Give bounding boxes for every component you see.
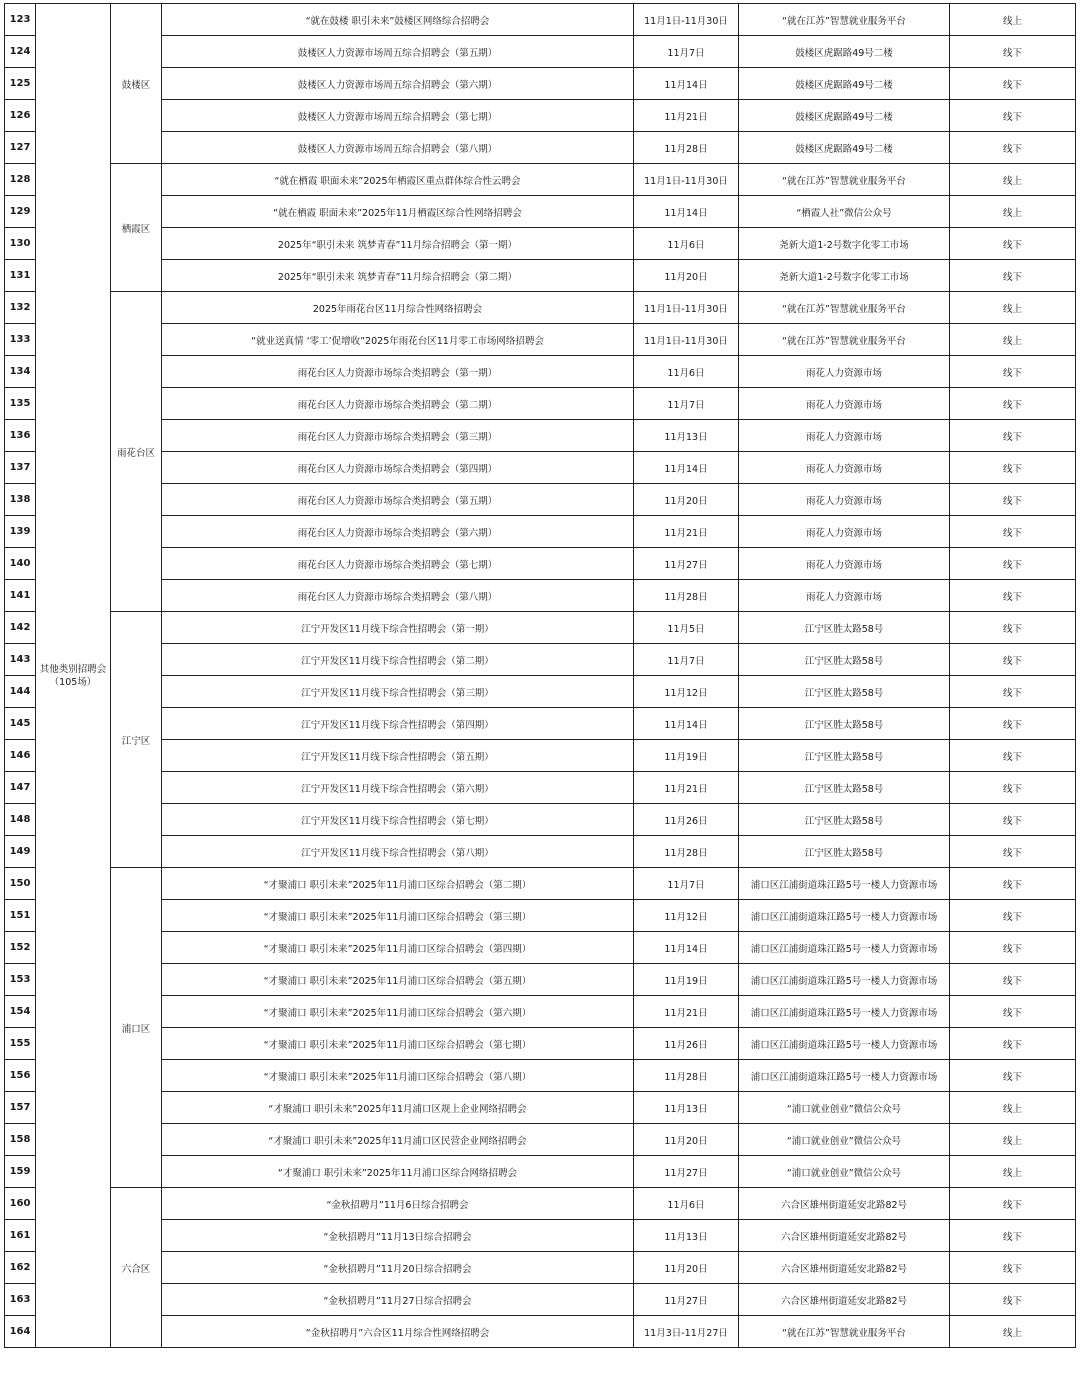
event-mode: 线下 xyxy=(950,100,1076,132)
event-title: “才聚浦口 职引未来”2025年11月浦口区综合招聘会（第三期） xyxy=(162,900,634,932)
event-venue: 雨花人力资源市场 xyxy=(739,388,950,420)
table-row xyxy=(5,1028,1076,1060)
table-row xyxy=(5,1060,1076,1092)
event-title: 雨花台区人力资源市场综合类招聘会（第八期） xyxy=(162,580,634,612)
table-row xyxy=(5,1092,1076,1124)
event-title: “金秋招聘月”11月20日综合招聘会 xyxy=(162,1252,634,1284)
table-row xyxy=(5,228,1076,260)
event-venue: 江宁区胜太路58号 xyxy=(739,676,950,708)
row-number: 136 xyxy=(5,420,36,452)
row-number: 143 xyxy=(5,644,36,676)
event-mode: 线下 xyxy=(950,484,1076,516)
table-row xyxy=(5,356,1076,388)
event-venue: 江宁区胜太路58号 xyxy=(739,612,950,644)
row-number: 140 xyxy=(5,548,36,580)
event-date: 11月19日 xyxy=(634,964,739,996)
event-title: 江宁开发区11月线下综合性招聘会（第六期） xyxy=(162,772,634,804)
row-number: 132 xyxy=(5,292,36,324)
row-number: 145 xyxy=(5,708,36,740)
row-number: 141 xyxy=(5,580,36,612)
event-title: 江宁开发区11月线下综合性招聘会（第二期） xyxy=(162,644,634,676)
event-title: “就业送真情 ‘零工’促增收”2025年雨花台区11月零工市场网络招聘会 xyxy=(162,324,634,356)
event-date: 11月28日 xyxy=(634,132,739,164)
event-title: “才聚浦口 职引未来”2025年11月浦口区综合招聘会（第八期） xyxy=(162,1060,634,1092)
row-number: 161 xyxy=(5,1220,36,1252)
row-number: 156 xyxy=(5,1060,36,1092)
event-venue: “就在江苏”智慧就业服务平台 xyxy=(739,292,950,324)
event-date: 11月21日 xyxy=(634,100,739,132)
event-date: 11月14日 xyxy=(634,452,739,484)
event-date: 11月13日 xyxy=(634,1092,739,1124)
event-mode: 线下 xyxy=(950,644,1076,676)
event-date: 11月14日 xyxy=(634,68,739,100)
event-date: 11月3日-11月27日 xyxy=(634,1316,739,1348)
table-row xyxy=(5,1220,1076,1252)
event-date: 11月27日 xyxy=(634,1284,739,1316)
event-mode: 线下 xyxy=(950,1060,1076,1092)
event-title: 雨花台区人力资源市场综合类招聘会（第三期） xyxy=(162,420,634,452)
event-date: 11月28日 xyxy=(634,836,739,868)
table-row xyxy=(5,36,1076,68)
event-date: 11月13日 xyxy=(634,420,739,452)
row-number: 123 xyxy=(5,4,36,36)
row-number: 125 xyxy=(5,68,36,100)
event-date: 11月1日-11月30日 xyxy=(634,324,739,356)
event-date: 11月20日 xyxy=(634,260,739,292)
table-row xyxy=(5,260,1076,292)
row-number: 148 xyxy=(5,804,36,836)
table-row xyxy=(5,1316,1076,1348)
event-venue: 雨花人力资源市场 xyxy=(739,452,950,484)
event-mode: 线下 xyxy=(950,740,1076,772)
event-mode: 线下 xyxy=(950,836,1076,868)
event-title: “就在栖霞 职面未来”2025年栖霞区重点群体综合性云聘会 xyxy=(162,164,634,196)
event-date: 11月1日-11月30日 xyxy=(634,292,739,324)
row-number: 127 xyxy=(5,132,36,164)
district-cell: 雨花台区 xyxy=(111,292,162,612)
event-venue: “浦口就业创业”微信公众号 xyxy=(739,1092,950,1124)
row-number: 158 xyxy=(5,1124,36,1156)
row-number: 129 xyxy=(5,196,36,228)
category-count: （105场） xyxy=(49,676,97,688)
event-mode: 线下 xyxy=(950,228,1076,260)
event-mode: 线下 xyxy=(950,420,1076,452)
event-title: “才聚浦口 职引未来”2025年11月浦口区综合招聘会（第四期） xyxy=(162,932,634,964)
event-venue: “就在江苏”智慧就业服务平台 xyxy=(739,324,950,356)
event-title: “才聚浦口 职引未来”2025年11月浦口区综合招聘会（第二期） xyxy=(162,868,634,900)
event-title: 鼓楼区人力资源市场周五综合招聘会（第五期） xyxy=(162,36,634,68)
event-venue: 六合区雄州街道延安北路82号 xyxy=(739,1220,950,1252)
event-date: 11月6日 xyxy=(634,228,739,260)
event-date: 11月26日 xyxy=(634,804,739,836)
event-venue: 雨花人力资源市场 xyxy=(739,420,950,452)
event-title: “金秋招聘月”11月6日综合招聘会 xyxy=(162,1188,634,1220)
table-row xyxy=(5,580,1076,612)
event-title: 江宁开发区11月线下综合性招聘会（第五期） xyxy=(162,740,634,772)
event-date: 11月20日 xyxy=(634,484,739,516)
event-title: “才聚浦口 职引未来”2025年11月浦口区综合网络招聘会 xyxy=(162,1156,634,1188)
table-row xyxy=(5,132,1076,164)
event-mode: 线下 xyxy=(950,996,1076,1028)
event-title: 鼓楼区人力资源市场周五综合招聘会（第七期） xyxy=(162,100,634,132)
table-row xyxy=(5,772,1076,804)
event-venue: 尧新大道1-2号数字化零工市场 xyxy=(739,228,950,260)
row-number: 138 xyxy=(5,484,36,516)
event-date: 11月14日 xyxy=(634,932,739,964)
event-title: 2025年雨花台区11月综合性网络招聘会 xyxy=(162,292,634,324)
table-row xyxy=(5,388,1076,420)
table-row xyxy=(5,1284,1076,1316)
row-number: 134 xyxy=(5,356,36,388)
row-number: 139 xyxy=(5,516,36,548)
event-venue: 江宁区胜太路58号 xyxy=(739,772,950,804)
event-venue: “浦口就业创业”微信公众号 xyxy=(739,1156,950,1188)
row-number: 155 xyxy=(5,1028,36,1060)
table-row xyxy=(5,1188,1076,1220)
event-mode: 线下 xyxy=(950,1252,1076,1284)
table-row xyxy=(5,804,1076,836)
table-row xyxy=(5,516,1076,548)
row-number: 128 xyxy=(5,164,36,196)
event-mode: 线下 xyxy=(950,548,1076,580)
table-row xyxy=(5,4,1076,36)
event-title: 鼓楼区人力资源市场周五综合招聘会（第六期） xyxy=(162,68,634,100)
event-date: 11月21日 xyxy=(634,996,739,1028)
event-mode: 线上 xyxy=(950,164,1076,196)
table-row xyxy=(5,676,1076,708)
event-title: 2025年“职引未来 筑梦青春”11月综合招聘会（第二期） xyxy=(162,260,634,292)
district-cell: 栖霞区 xyxy=(111,164,162,292)
event-date: 11月21日 xyxy=(634,772,739,804)
category-cell xyxy=(36,4,111,1348)
event-venue: 江宁区胜太路58号 xyxy=(739,708,950,740)
event-title: 2025年“职引未来 筑梦青春”11月综合招聘会（第一期） xyxy=(162,228,634,260)
event-title: 雨花台区人力资源市场综合类招聘会（第一期） xyxy=(162,356,634,388)
job-fair-table xyxy=(4,3,1076,1348)
event-date: 11月14日 xyxy=(634,196,739,228)
district-cell: 鼓楼区 xyxy=(111,4,162,164)
event-title: 江宁开发区11月线下综合性招聘会（第七期） xyxy=(162,804,634,836)
event-venue: 鼓楼区虎踞路49号二楼 xyxy=(739,36,950,68)
event-date: 11月19日 xyxy=(634,740,739,772)
row-number: 144 xyxy=(5,676,36,708)
event-date: 11月26日 xyxy=(634,1028,739,1060)
event-title: 鼓楼区人力资源市场周五综合招聘会（第八期） xyxy=(162,132,634,164)
table-row xyxy=(5,292,1076,324)
event-date: 11月12日 xyxy=(634,900,739,932)
row-number: 164 xyxy=(5,1316,36,1348)
event-title: “才聚浦口 职引未来”2025年11月浦口区综合招聘会（第五期） xyxy=(162,964,634,996)
event-title: “才聚浦口 职引未来”2025年11月浦口区综合招聘会（第六期） xyxy=(162,996,634,1028)
event-mode: 线下 xyxy=(950,36,1076,68)
event-mode: 线上 xyxy=(950,4,1076,36)
event-date: 11月7日 xyxy=(634,644,739,676)
event-venue: 江宁区胜太路58号 xyxy=(739,740,950,772)
event-date: 11月6日 xyxy=(634,1188,739,1220)
table-row xyxy=(5,100,1076,132)
event-date: 11月7日 xyxy=(634,36,739,68)
event-venue: 六合区雄州街道延安北路82号 xyxy=(739,1284,950,1316)
event-venue: 雨花人力资源市场 xyxy=(739,356,950,388)
row-number: 154 xyxy=(5,996,36,1028)
row-number: 137 xyxy=(5,452,36,484)
event-mode: 线上 xyxy=(950,1156,1076,1188)
table-row xyxy=(5,548,1076,580)
table-row xyxy=(5,612,1076,644)
event-mode: 线下 xyxy=(950,772,1076,804)
event-venue: 江宁区胜太路58号 xyxy=(739,804,950,836)
event-mode: 线下 xyxy=(950,612,1076,644)
event-title: 雨花台区人力资源市场综合类招聘会（第五期） xyxy=(162,484,634,516)
event-date: 11月20日 xyxy=(634,1252,739,1284)
event-title: “才聚浦口 职引未来”2025年11月浦口区民营企业网络招聘会 xyxy=(162,1124,634,1156)
event-title: 雨花台区人力资源市场综合类招聘会（第四期） xyxy=(162,452,634,484)
event-mode: 线下 xyxy=(950,356,1076,388)
event-venue: 六合区雄州街道延安北路82号 xyxy=(739,1252,950,1284)
event-mode: 线下 xyxy=(950,132,1076,164)
event-mode: 线下 xyxy=(950,964,1076,996)
event-date: 11月28日 xyxy=(634,1060,739,1092)
event-title: “金秋招聘月”六合区11月综合性网络招聘会 xyxy=(162,1316,634,1348)
event-venue: 六合区雄州街道延安北路82号 xyxy=(739,1188,950,1220)
event-date: 11月7日 xyxy=(634,388,739,420)
row-number: 146 xyxy=(5,740,36,772)
event-mode: 线下 xyxy=(950,260,1076,292)
row-number: 135 xyxy=(5,388,36,420)
event-venue: 浦口区江浦街道珠江路5号一楼人力资源市场 xyxy=(739,900,950,932)
event-title: 雨花台区人力资源市场综合类招聘会（第六期） xyxy=(162,516,634,548)
row-number: 162 xyxy=(5,1252,36,1284)
row-number: 147 xyxy=(5,772,36,804)
table-row xyxy=(5,1124,1076,1156)
event-date: 11月6日 xyxy=(634,356,739,388)
row-number: 133 xyxy=(5,324,36,356)
event-mode: 线下 xyxy=(950,1284,1076,1316)
event-mode: 线下 xyxy=(950,932,1076,964)
event-mode: 线上 xyxy=(950,324,1076,356)
row-number: 131 xyxy=(5,260,36,292)
table-row xyxy=(5,484,1076,516)
event-date: 11月27日 xyxy=(634,548,739,580)
event-venue: “栖霞人社”微信公众号 xyxy=(739,196,950,228)
event-mode: 线下 xyxy=(950,68,1076,100)
event-date: 11月14日 xyxy=(634,708,739,740)
event-mode: 线下 xyxy=(950,1220,1076,1252)
table-row xyxy=(5,836,1076,868)
event-venue: “浦口就业创业”微信公众号 xyxy=(739,1124,950,1156)
event-venue: 浦口区江浦街道珠江路5号一楼人力资源市场 xyxy=(739,1028,950,1060)
event-venue: “就在江苏”智慧就业服务平台 xyxy=(739,1316,950,1348)
event-venue: 浦口区江浦街道珠江路5号一楼人力资源市场 xyxy=(739,932,950,964)
table-row xyxy=(5,932,1076,964)
event-title: 江宁开发区11月线下综合性招聘会（第四期） xyxy=(162,708,634,740)
table-row xyxy=(5,964,1076,996)
event-title: “才聚浦口 职引未来”2025年11月浦口区规上企业网络招聘会 xyxy=(162,1092,634,1124)
table-row xyxy=(5,740,1076,772)
event-venue: 浦口区江浦街道珠江路5号一楼人力资源市场 xyxy=(739,1060,950,1092)
event-mode: 线上 xyxy=(950,1092,1076,1124)
event-venue: 浦口区江浦街道珠江路5号一楼人力资源市场 xyxy=(739,964,950,996)
row-number: 153 xyxy=(5,964,36,996)
table-body xyxy=(5,4,1076,1348)
category-name: 其他类别招聘会 xyxy=(39,663,107,675)
event-mode: 线下 xyxy=(950,708,1076,740)
event-date: 11月1日-11月30日 xyxy=(634,4,739,36)
table-row xyxy=(5,900,1076,932)
event-date: 11月27日 xyxy=(634,1156,739,1188)
event-mode: 线下 xyxy=(950,452,1076,484)
row-number: 160 xyxy=(5,1188,36,1220)
event-mode: 线下 xyxy=(950,868,1076,900)
event-venue: 鼓楼区虎踞路49号二楼 xyxy=(739,100,950,132)
event-mode: 线下 xyxy=(950,1188,1076,1220)
row-number: 152 xyxy=(5,932,36,964)
table-row xyxy=(5,68,1076,100)
event-venue: 雨花人力资源市场 xyxy=(739,580,950,612)
event-title: “就在鼓楼 职引未来”鼓楼区网络综合招聘会 xyxy=(162,4,634,36)
event-date: 11月1日-11月30日 xyxy=(634,164,739,196)
table-row xyxy=(5,996,1076,1028)
table-row xyxy=(5,324,1076,356)
table-row xyxy=(5,196,1076,228)
event-venue: “就在江苏”智慧就业服务平台 xyxy=(739,164,950,196)
district-cell: 浦口区 xyxy=(111,868,162,1188)
event-date: 11月7日 xyxy=(634,868,739,900)
district-cell: 江宁区 xyxy=(111,612,162,868)
event-venue: 雨花人力资源市场 xyxy=(739,484,950,516)
event-title: “金秋招聘月”11月13日综合招聘会 xyxy=(162,1220,634,1252)
event-venue: 雨花人力资源市场 xyxy=(739,548,950,580)
event-title: 江宁开发区11月线下综合性招聘会（第一期） xyxy=(162,612,634,644)
row-number: 149 xyxy=(5,836,36,868)
table-row xyxy=(5,868,1076,900)
event-title: 江宁开发区11月线下综合性招聘会（第三期） xyxy=(162,676,634,708)
event-mode: 线下 xyxy=(950,900,1076,932)
event-title: “金秋招聘月”11月27日综合招聘会 xyxy=(162,1284,634,1316)
table-row xyxy=(5,164,1076,196)
event-date: 11月21日 xyxy=(634,516,739,548)
event-mode: 线下 xyxy=(950,516,1076,548)
event-date: 11月13日 xyxy=(634,1220,739,1252)
event-mode: 线上 xyxy=(950,196,1076,228)
event-venue: 浦口区江浦街道珠江路5号一楼人力资源市场 xyxy=(739,868,950,900)
row-number: 124 xyxy=(5,36,36,68)
event-date: 11月12日 xyxy=(634,676,739,708)
row-number: 142 xyxy=(5,612,36,644)
row-number: 126 xyxy=(5,100,36,132)
table-row xyxy=(5,1156,1076,1188)
table-row xyxy=(5,1252,1076,1284)
row-number: 150 xyxy=(5,868,36,900)
event-mode: 线上 xyxy=(950,1124,1076,1156)
event-title: 雨花台区人力资源市场综合类招聘会（第二期） xyxy=(162,388,634,420)
event-date: 11月5日 xyxy=(634,612,739,644)
event-date: 11月20日 xyxy=(634,1124,739,1156)
row-number: 157 xyxy=(5,1092,36,1124)
table-row xyxy=(5,452,1076,484)
event-mode: 线下 xyxy=(950,804,1076,836)
row-number: 151 xyxy=(5,900,36,932)
table-row xyxy=(5,708,1076,740)
event-venue: 鼓楼区虎踞路49号二楼 xyxy=(739,132,950,164)
event-mode: 线下 xyxy=(950,580,1076,612)
row-number: 163 xyxy=(5,1284,36,1316)
event-mode: 线下 xyxy=(950,676,1076,708)
district-cell: 六合区 xyxy=(111,1188,162,1348)
event-mode: 线上 xyxy=(950,1316,1076,1348)
event-title: 江宁开发区11月线下综合性招聘会（第八期） xyxy=(162,836,634,868)
event-venue: 浦口区江浦街道珠江路5号一楼人力资源市场 xyxy=(739,996,950,1028)
event-date: 11月28日 xyxy=(634,580,739,612)
event-venue: 江宁区胜太路58号 xyxy=(739,644,950,676)
table-row xyxy=(5,420,1076,452)
event-venue: 鼓楼区虎踞路49号二楼 xyxy=(739,68,950,100)
event-mode: 线下 xyxy=(950,388,1076,420)
table-row xyxy=(5,644,1076,676)
event-title: “就在栖霞 职面未来”2025年11月栖霞区综合性网络招聘会 xyxy=(162,196,634,228)
row-number: 130 xyxy=(5,228,36,260)
event-venue: 江宁区胜太路58号 xyxy=(739,836,950,868)
event-title: 雨花台区人力资源市场综合类招聘会（第七期） xyxy=(162,548,634,580)
event-venue: “就在江苏”智慧就业服务平台 xyxy=(739,4,950,36)
row-number: 159 xyxy=(5,1156,36,1188)
event-venue: 尧新大道1-2号数字化零工市场 xyxy=(739,260,950,292)
event-venue: 雨花人力资源市场 xyxy=(739,516,950,548)
event-mode: 线上 xyxy=(950,292,1076,324)
event-title: “才聚浦口 职引未来”2025年11月浦口区综合招聘会（第七期） xyxy=(162,1028,634,1060)
event-mode: 线下 xyxy=(950,1028,1076,1060)
